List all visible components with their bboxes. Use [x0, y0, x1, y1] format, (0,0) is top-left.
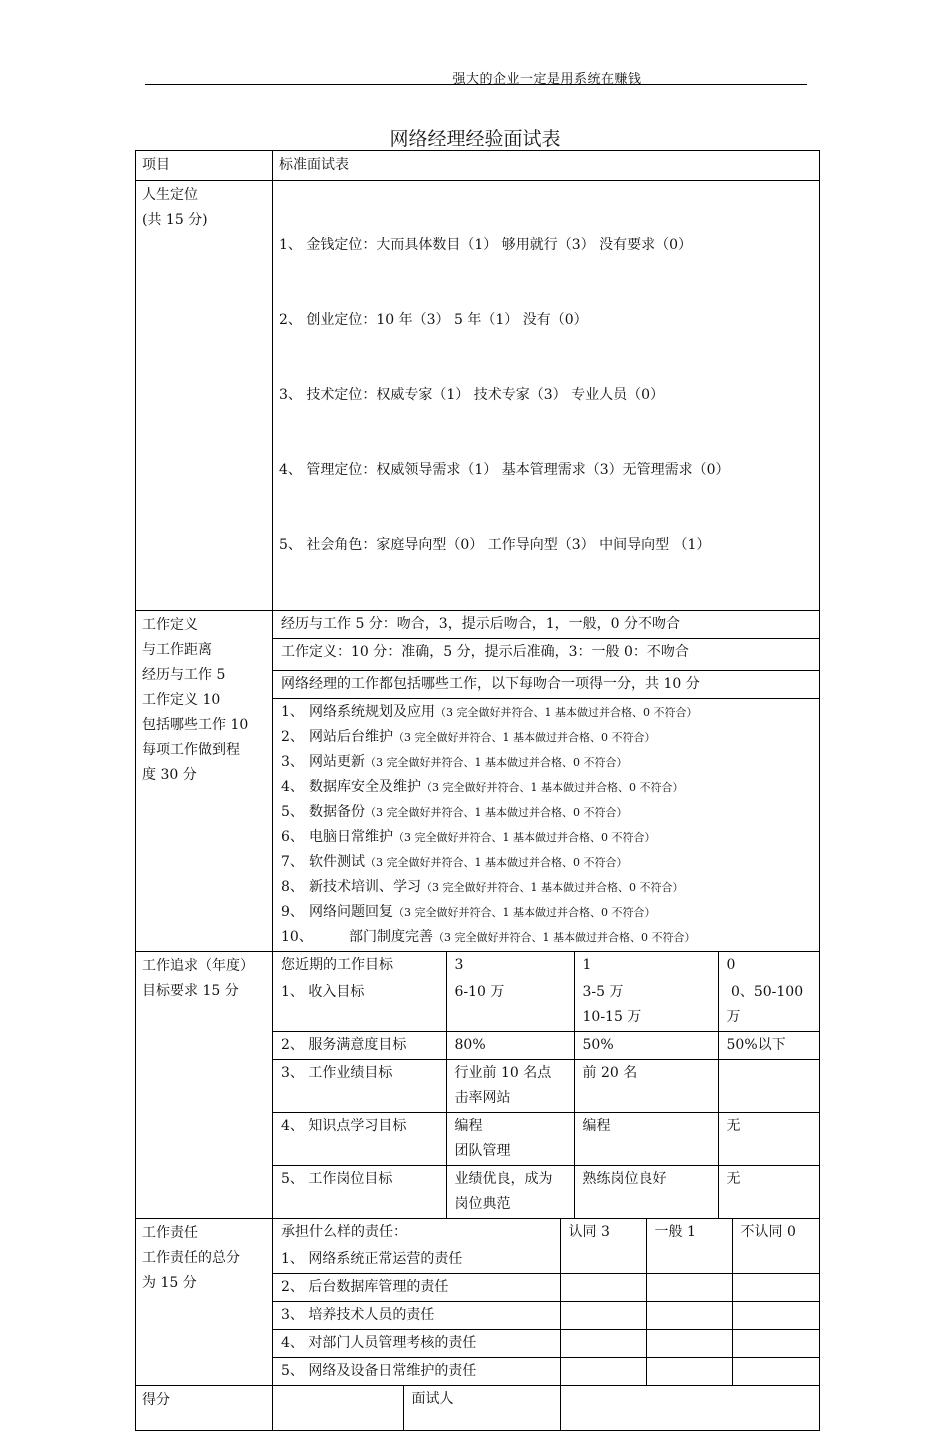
interview-form-table — [135, 150, 820, 1431]
life-criteria — [273, 181, 820, 611]
duty-item: 1、 网络系统正常运营的责任 — [273, 1246, 560, 1274]
work-item-number: 9、 — [281, 904, 304, 920]
column-item-header: 项目 — [136, 151, 273, 181]
work-item-scoring-note: （3 完全做好并符合、1 基本做过并合格、0 不符合） — [435, 706, 698, 719]
header-row — [136, 151, 820, 181]
goal-row — [273, 1060, 819, 1113]
work-item-text: 网络问题回复 — [309, 904, 393, 920]
experience-criterion: 经历与工作 5 分：吻合，3，提示后吻合，1，一般，0 分不吻合 — [273, 611, 819, 639]
work-definition-label-line: 包括哪些工作 10 — [142, 717, 249, 733]
duty-label — [136, 1219, 273, 1386]
goals-header-cell: 3 — [446, 952, 574, 979]
work-item-number: 3、 — [281, 754, 304, 770]
work-item-number: 7、 — [281, 854, 304, 870]
work-definition-label-line: 工作定义 10 — [142, 692, 221, 708]
interviewer-value-field[interactable] — [560, 1386, 819, 1430]
duty-score-cell[interactable] — [560, 1246, 646, 1274]
duty-row — [273, 1246, 819, 1274]
duty-item: 3、 培养技术人员的责任 — [273, 1302, 560, 1330]
duty-score-cell[interactable] — [646, 1358, 732, 1386]
goals-label — [136, 952, 273, 1219]
duty-label-line: 工作责任的总分 — [142, 1250, 240, 1266]
goals-header-cell: 1 — [574, 952, 718, 979]
duty-row — [273, 1358, 819, 1386]
work-item-scoring-note: （3 完全做好并符合、1 基本做过并合格、0 不符合） — [393, 831, 656, 844]
goal-name: 2、 服务满意度目标 — [273, 1032, 446, 1060]
work-item-text: 数据备份 — [309, 804, 365, 820]
duty-score-cell[interactable] — [732, 1358, 819, 1386]
work-definition-label — [136, 611, 273, 952]
duty-score-cell[interactable] — [646, 1302, 732, 1330]
duty-label-line: 工作责任 — [142, 1225, 198, 1241]
duty-score-cell[interactable] — [560, 1274, 646, 1302]
life-label-line: 人生定位 — [142, 187, 198, 203]
goal-score-option — [718, 1060, 819, 1113]
goal-name: 4、 知识点学习目标 — [273, 1113, 446, 1166]
goal-score-option: 编程 团队管理 — [446, 1113, 574, 1166]
life-label — [136, 181, 273, 611]
work-item-scoring-note: （3 完全做好并符合、1 基本做过并合格、0 不符合） — [365, 806, 628, 819]
goal-score-option: 50% — [574, 1032, 718, 1060]
duty-score-cell[interactable] — [646, 1246, 732, 1274]
work-item-scoring-note: （3 完全做好并符合、1 基本做过并合格、0 不符合） — [433, 931, 696, 944]
work-item-number: 6、 — [281, 829, 304, 845]
work-item — [281, 825, 811, 850]
goal-score-option: 6-10 万 — [446, 979, 574, 1032]
duty-score-cell[interactable] — [560, 1302, 646, 1330]
life-criterion: 2、 创业定位：10 年（3） 5 年（1） 没有（0） — [279, 312, 588, 328]
score-label: 得分 — [136, 1386, 273, 1431]
goal-row — [273, 979, 819, 1032]
duty-score-cell[interactable] — [732, 1274, 819, 1302]
header-slogan: 强大的企业一定是用系统在赚钱 — [452, 72, 642, 87]
work-item — [281, 800, 811, 825]
work-item-text: 网站更新 — [309, 754, 365, 770]
goal-score-option: 无 — [718, 1113, 819, 1166]
work-item-scoring-note: （3 完全做好并符合、1 基本做过并合格、0 不符合） — [393, 906, 656, 919]
definition-criterion: 工作定义：10 分：准确，5 分，提示后准确，3：一般 0：不吻合 — [273, 639, 819, 671]
work-item — [281, 700, 811, 725]
work-definition-criteria — [273, 611, 820, 952]
footer-table — [273, 1386, 819, 1430]
goal-score-option: 80% — [446, 1032, 574, 1060]
work-item-number: 4、 — [281, 779, 304, 795]
column-standard-header: 标准面试表 — [273, 151, 820, 181]
goal-score-option: 熟练岗位良好 — [574, 1166, 718, 1219]
goal-row — [273, 1166, 819, 1219]
life-criterion: 1、 金钱定位：大而具体数目（1） 够用就行（3） 没有要求（0） — [279, 237, 692, 253]
work-item-text: 部门制度完善 — [349, 929, 433, 945]
work-item-scoring-note: （3 完全做好并符合、1 基本做过并合格、0 不符合） — [365, 756, 628, 769]
goals-header-cell: 0 — [726, 957, 736, 973]
work-definition-label-line: 工作定义 — [142, 617, 198, 633]
work-definition-section — [136, 611, 820, 952]
life-label-line: (共 15 分) — [142, 212, 208, 228]
goal-name: 5、 工作岗位目标 — [273, 1166, 446, 1219]
work-item-text: 网络系统规划及应用 — [309, 704, 435, 720]
duty-item: 4、 对部门人员管理考核的责任 — [273, 1330, 560, 1358]
work-item-text: 新技术培训、学习 — [309, 879, 421, 895]
duty-item: 5、 网络及设备日常维护的责任 — [273, 1358, 560, 1386]
work-definition-label-line: 经历与工作 5 — [142, 667, 226, 683]
work-definition-label-line: 每项工作做到程 — [142, 742, 240, 758]
duty-header-cell: 一般 1 — [646, 1219, 732, 1246]
duty-score-cell[interactable] — [646, 1274, 732, 1302]
duty-header-row — [273, 1219, 819, 1246]
life-criterion: 3、 技术定位：权威专家（1） 技术专家（3） 专业人员（0） — [279, 387, 664, 403]
life-section — [136, 181, 820, 611]
score-value-field[interactable] — [273, 1386, 403, 1430]
goal-score-option: 3-5 万 10-15 万 — [574, 979, 718, 1032]
interviewer-label: 面试人 — [403, 1386, 560, 1430]
work-item-text: 数据库安全及维护 — [309, 779, 421, 795]
goal-score-option: 业绩优良，成为 岗位典范 — [446, 1166, 574, 1219]
work-definition-label-line: 度 30 分 — [142, 767, 197, 783]
duty-label-line: 为 15 分 — [142, 1275, 197, 1291]
goals-table — [273, 952, 819, 1218]
goal-row — [273, 1113, 819, 1166]
work-item-number: 5、 — [281, 804, 304, 820]
life-criterion: 5、 社会角色：家庭导向型（0） 工作导向型（3） 中间导向型 （1） — [279, 537, 711, 553]
footer-cells — [273, 1386, 820, 1431]
goal-score-option: 0、50-100 万 — [718, 979, 819, 1032]
goals-header-row — [273, 952, 819, 979]
goals-section — [136, 952, 820, 1219]
duty-header-cell: 承担什么样的责任： — [273, 1219, 560, 1246]
work-item — [281, 750, 811, 775]
work-item-text: 软件测试 — [309, 854, 365, 870]
duty-row — [273, 1302, 819, 1330]
header-rule — [145, 84, 807, 85]
work-item-scoring-note: （3 完全做好并符合、1 基本做过并合格、0 不符合） — [393, 731, 656, 744]
goal-score-option: 编程 — [574, 1113, 718, 1166]
work-items-intro: 网络经理的工作都包括哪些工作，以下每吻合一项得一分，共 10 分 — [273, 671, 819, 699]
work-items-list — [273, 699, 819, 951]
life-criterion: 4、 管理定位：权威领导需求（1） 基本管理需求（3）无管理需求（0） — [279, 462, 730, 478]
work-item — [281, 875, 811, 900]
work-item-text: 网站后台维护 — [309, 729, 393, 745]
duty-score-cell[interactable] — [732, 1246, 819, 1274]
work-item-scoring-note: （3 完全做好并符合、1 基本做过并合格、0 不符合） — [365, 856, 628, 869]
duty-header-cell: 不认同 0 — [740, 1224, 796, 1240]
footer-row — [136, 1386, 820, 1431]
work-item — [281, 775, 811, 800]
duty-item: 2、 后台数据库管理的责任 — [273, 1274, 560, 1302]
goals-header-cell: 您近期的工作目标 — [273, 952, 446, 979]
goal-name: 1、 收入目标 — [273, 979, 446, 1032]
duty-score-cell[interactable] — [732, 1302, 819, 1330]
work-item-scoring-note: （3 完全做好并符合、1 基本做过并合格、0 不符合） — [421, 781, 684, 794]
duty-score-cell[interactable] — [560, 1358, 646, 1386]
goals-label-line: 目标要求 15 分 — [142, 983, 239, 999]
work-item-number: 1、 — [281, 704, 304, 720]
goal-name: 3、 工作业绩目标 — [273, 1060, 446, 1113]
duty-table-cell — [273, 1219, 820, 1386]
work-item-number: 10、 — [281, 929, 313, 945]
goal-score-option: 行业前 10 名点 击率网站 — [446, 1060, 574, 1113]
work-item-number: 8、 — [281, 879, 304, 895]
work-item-text: 电脑日常维护 — [309, 829, 393, 845]
goal-row — [273, 1032, 819, 1060]
work-item — [281, 725, 811, 750]
work-item-scoring-note: （3 完全做好并符合、1 基本做过并合格、0 不符合） — [421, 881, 684, 894]
duty-header-cell: 认同 3 — [560, 1219, 646, 1246]
duty-row — [273, 1274, 819, 1302]
goal-score-option: 前 20 名 — [574, 1060, 718, 1113]
goal-score-option: 无 — [726, 1171, 741, 1187]
work-item — [281, 850, 811, 875]
goals-label-line: 工作追求（年度） — [142, 958, 254, 974]
document-title: 网络经理经验面试表 — [389, 128, 561, 150]
work-definition-label-line: 与工作距离 — [142, 642, 212, 658]
work-item — [281, 925, 811, 950]
work-item-number: 2、 — [281, 729, 304, 745]
duty-section — [136, 1219, 820, 1386]
duty-table — [273, 1219, 819, 1385]
goal-score-option: 50%以下 — [718, 1032, 819, 1060]
goals-table-cell — [273, 952, 820, 1219]
work-item — [281, 900, 811, 925]
